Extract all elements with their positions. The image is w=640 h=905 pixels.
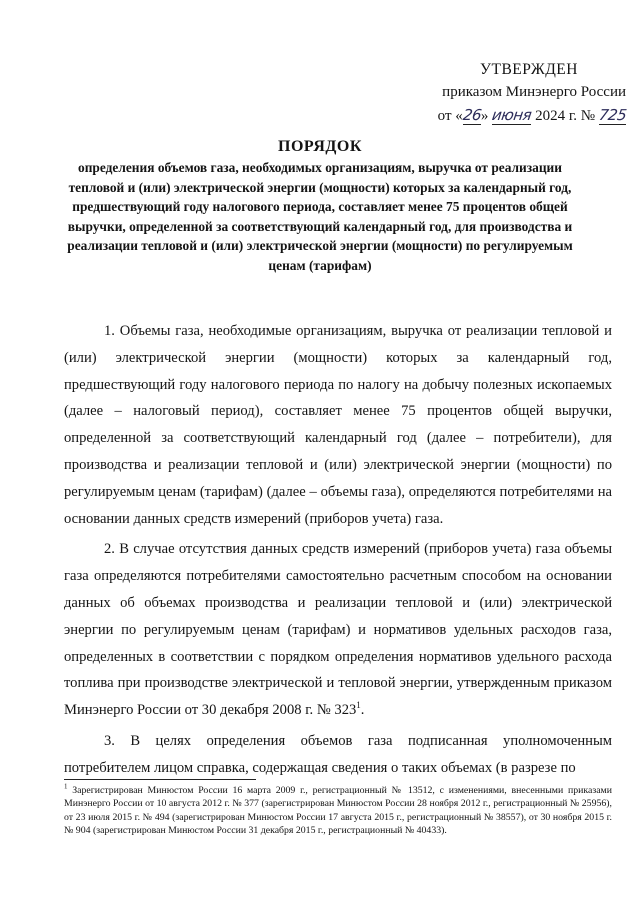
paragraph-tail: . [360, 702, 365, 719]
document-subtitle: определения объемов газа, необходимых организациям, выручка от реализации тепловой и (или) электрической энергии (мощности) которых за календарный год, предшествующий году налогового периода, составляет менее 75 процентов общей выручки, определенной за соответствующий календарный год, для производства и реализации тепловой и (или) электрической энергии (мощности) по регулируемым ценам (тарифам) [67, 160, 573, 273]
paragraph-3 [64, 728, 612, 782]
document-body [64, 318, 612, 782]
paragraph-1 [64, 318, 612, 532]
approval-title: УТВЕРЖДЕН [480, 61, 578, 78]
document-heading [50, 136, 590, 276]
footnote-separator [64, 779, 256, 780]
footnote-text: Зарегистрирован Минюстом России 16 марта 2009 г., регистрационный № 13512, с изменениями, внесенными приказами Минэнерго России от 10 августа 2012 г. № 377 (зарегистрирован Минюстом России 28 ноября 2012 г., регистрационный № 25956), от 23 июля 2015 г. № 494 (зарегистрирован Минюстом России 17 августа 2015 г., регистрационный № 38557), от 30 ноября 2015 г. № 904 (зарегистрирован Минюстом России 31 декабря 2015 г., регистрационный № 40433). [64, 785, 612, 837]
date-prefix: от « [437, 108, 463, 124]
paragraph-text: 1. Объемы газа, необходимые организациям, выручка от реализации тепловой и (или) электрической энергии (мощности) которых за календарный год, предшествующий году налогового периода по налогу на добычу полезных ископаемых (далее – налоговый период), составляет менее 75 процентов общей выручки, определенной за соответствующий календарный год (далее – потребители), для производства и реализации тепловой и (или) электрической энергии (мощности) по регулируемым ценам (тарифам) (далее – объемы газа), определяются потребителями на основании данных средств измерений (приборов учета) газа. [64, 323, 612, 527]
footnote-ref: 1 [356, 700, 361, 711]
paragraph-text: 2. В случае отсутствия данных средств измерений (приборов учета) газа объемы газа определяются потребителями самостоятельно расчетным способом на основании данных об объемах производства и реализации тепловой и (или) электрической энергии по регулируемым ценам (тарифам) и нормативов удельных расходов газа, определенных в соответствии с порядком определения нормативов удельного расхода топлива при производстве электрической и тепловой энергии, утвержденным приказом Минэнерго России от 30 декабря 2008 г. № 323 [64, 541, 612, 719]
footnote [64, 784, 612, 838]
document-title: ПОРЯДОК [278, 138, 362, 155]
handwritten-day: 26 [461, 106, 483, 124]
date-mid: » [480, 108, 493, 124]
approval-date-line [412, 104, 626, 128]
paragraph-2 [64, 536, 612, 724]
handwritten-number: 725 [597, 106, 628, 124]
approval-stamp [412, 58, 626, 128]
approval-order-line: приказом Минэнерго России [442, 84, 626, 100]
paragraph-text: 3. В целях определения объемов газа подписанная уполномоченным потребителем лицом справка, содержащая сведения о таких объемах (в разрезе по [64, 732, 612, 776]
date-year: 2024 г. № [531, 108, 599, 124]
handwritten-month: июня [490, 106, 533, 124]
footnote-marker: 1 [64, 782, 68, 791]
